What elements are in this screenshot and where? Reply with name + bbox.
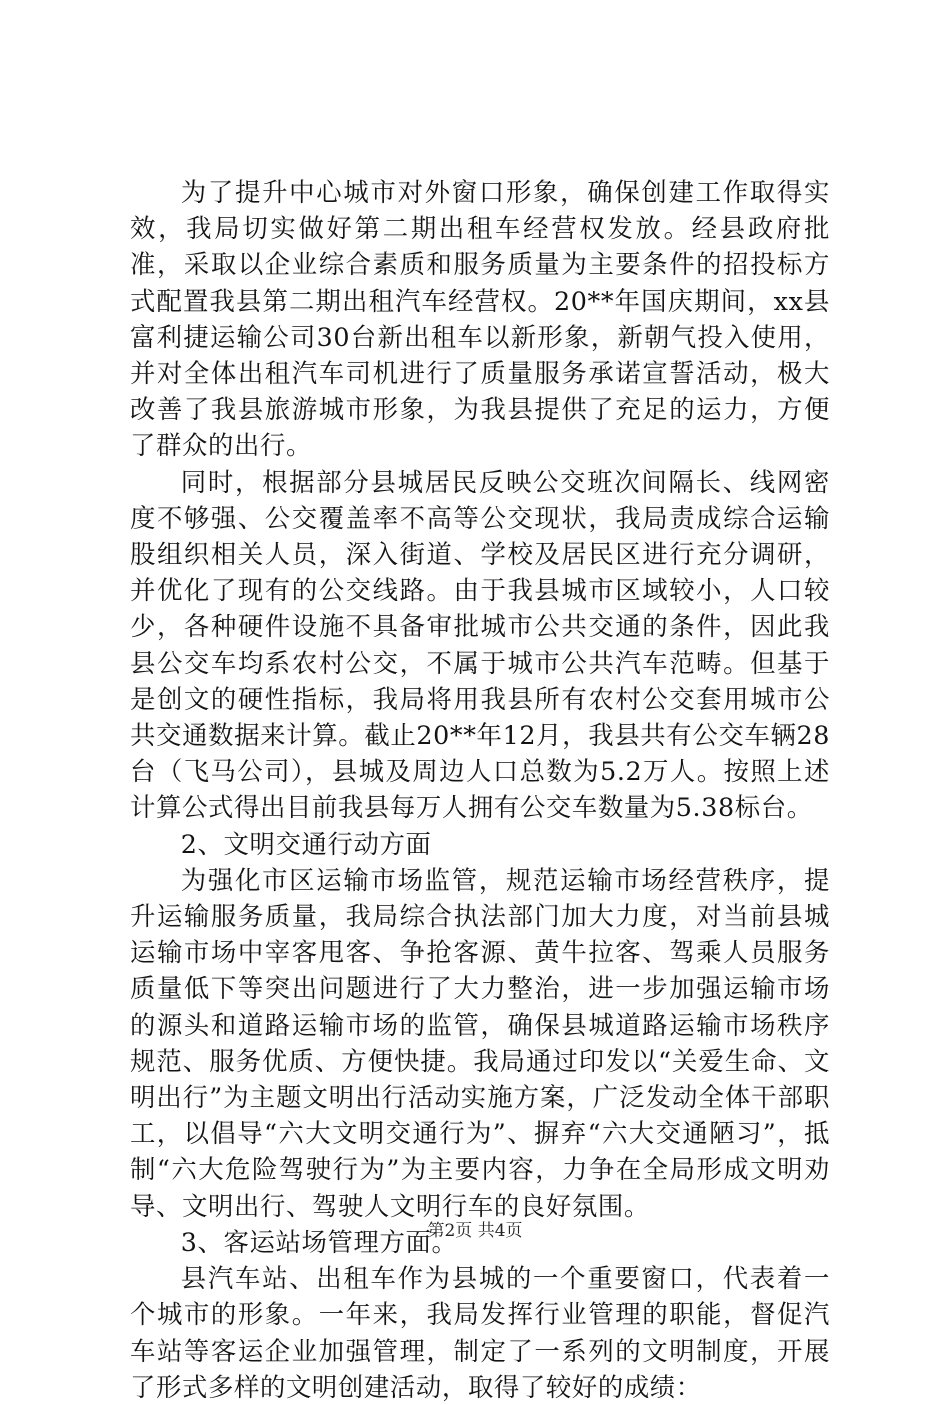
section-heading-civilized-traffic: 2、文明交通行动方面 — [180, 828, 432, 859]
section-heading-station-management: 3、客运站场管理方面。 — [180, 1226, 458, 1257]
paragraph-public-transit: 同时，根据部分县城居民反映公交班次间隔长、线网密度不够强、公交覆盖率不高等公交现状，我局责成综合运输股组织相关人员，深入街道、学校及居民区进行充分调研，并优化了现有的公交线路。由于我县城市区域较小，人口较少，各种硬件设施不具备审批城市公共交通的条件，因此我县公交车均系农村公交，不属于城市公共汽车范畴。但基于是创文的硬性指标，我局将用我县所有农村公交套用城市公共交通数据来计算。截止20**年12月，我县共有公交车辆28台（飞马公司），县城及周边人口总数为5.2万人。按照上述计算公式得出目前我县每万人拥有公交车数量为5.38标台。 — [130, 466, 830, 823]
paragraph-station-management: 县汽车站、出租车作为县城的一个重要窗口，代表着一个城市的形象。一年来，我局发挥行业管理的职能，督促汽车站等客运企业加强管理，制定了一系列的文明制度，开展了形式多样的文明创建活动，取得了较好的成绩： — [130, 1263, 830, 1402]
paragraph-civilized-traffic: 为强化市区运输市场监管，规范运输市场经营秩序，提升运输服务质量，我局综合执法部门加大力度，对当前县城运输市场中宰客甩客、争抢客源、黄牛拉客、驾乘人员服务质量低下等突出问题进行了大力整治，进一步加强运输市场的源头和道路运输市场的监管，确保县城道路运输市场秩序规范、服务优质、方便快捷。我局通过印发以“关爱生命、文明出行”为主题文明出行活动实施方案，广泛发动全体干部职工，以倡导“六大文明交通行为”、摒弃“六大交通陋习”，抵制“六大危险驾驶行为”为主要内容，力争在全局形成文明劝导、文明出行、驾驶人文明行车的良好氛围。 — [130, 864, 830, 1221]
page-number-footer: 第2页 共4页 — [427, 1221, 523, 1241]
paragraph-taxi-license: 为了提升中心城市对外窗口形象，确保创建工作取得实效，我局切实做好第二期出租车经营权发放。经县政府批准，采取以企业综合素质和服务质量为主要条件的招投标方式配置我县第二期出租汽车经营权。20**年国庆期间，xx县富利捷运输公司30台新出租车以新形象，新朝气投入使用，并对全体出租汽车司机进行了质量服务承诺宣誓活动，极大改善了我县旅游城市形象，为我县提供了充足的运力，方便了群众的出行。 — [130, 177, 830, 461]
